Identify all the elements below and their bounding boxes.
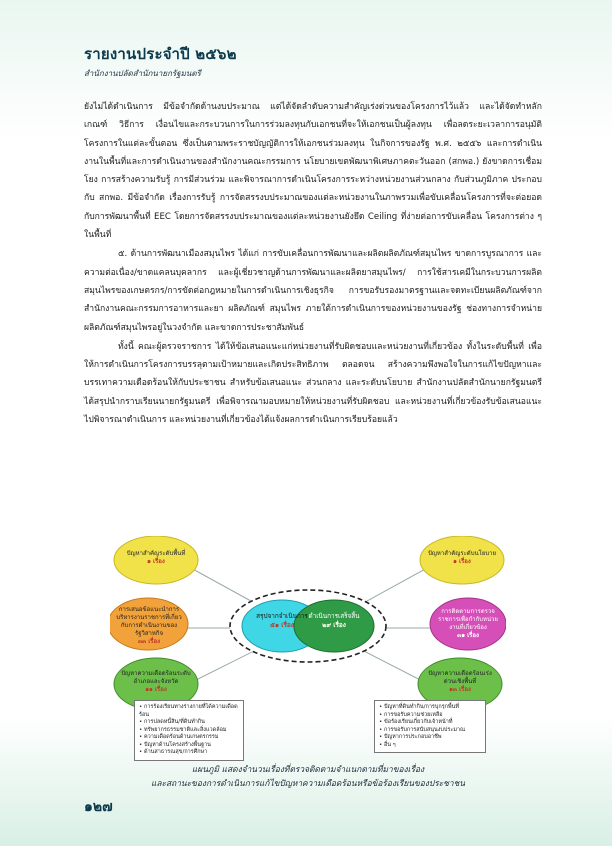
legend-item: • การขอรับการสนับสนุนงบประมาณ [379, 727, 481, 735]
box-label: ปัญหาความเดือดร้อนระดับอำเภอและจังหวัด [121, 670, 191, 685]
box-local-issues [118, 548, 194, 568]
legend-item: • การขอรับความช่วยเหลือ [379, 712, 481, 720]
box-urgent-issues [422, 668, 498, 696]
center-completed [296, 612, 372, 630]
legend-left [134, 700, 244, 761]
legend-item: • ปัญหาที่ดินทำกิน/การบุกรุกพื้นที่ [379, 704, 481, 712]
legend-item: • ปัญหาด้านโครงสร้างพื้นฐาน [139, 742, 239, 750]
page-header [84, 42, 237, 80]
center-completed-label: ดำเนินการเสร็จสิ้น [308, 612, 360, 620]
box-label: ปัญหาสำคัญระดับพื้นที่ [126, 550, 186, 557]
box-count: ๑ เรื่อง [453, 558, 471, 565]
box-count: ๓๑ เรื่อง [457, 632, 479, 639]
caption-line: แผนภูมิ แสดงจำนวนเรื่องที่ตรวจติดตามจำแนกตามที่มาของเรื่อง [191, 764, 425, 774]
box-district-issues [118, 668, 194, 696]
legend-right [374, 700, 486, 753]
center-summary-label: สรุปจากจำเนินการ [256, 612, 308, 620]
legend-item: • การปลดหนี้สิน/ที่ดินทำกิน [139, 719, 239, 727]
box-label: ปัญหาความเดือดร้อนเร่งด่วนเชิงพื้นที่ [428, 670, 492, 685]
box-policy-issues [424, 548, 500, 568]
box-label: การติดตามการตรวจราชการเพื่อกำกับหน่วยงานที่เกี่ยวข้อง [438, 608, 498, 631]
box-count: ๑๑ เรื่อง [145, 686, 167, 693]
complaint-status-diagram [110, 536, 506, 755]
report-title: รายงานประจำปี ๒๕๖๒ [84, 45, 237, 63]
legend-item: • ทรัพยากรธรรมชาติและสิ่งแวดล้อม [139, 727, 239, 735]
center-completed-count: ๒๙ เรื่อง [322, 621, 346, 629]
box-label: การเสนอข้อแนะนำการบริหารงานราชการที่เกี่ยวกับการดำเนินงานของรัฐวิสาหกิจ [116, 606, 182, 637]
legend-item: • ด้านสาธารณสุข/การศึกษา [139, 749, 239, 757]
box-count: ๑ เรื่อง [147, 558, 165, 565]
legend-item: • ข้อร้องเรียนเกี่ยวกับเจ้าหน้าที่ [379, 719, 481, 727]
legend-item: • ความเดือดร้อนด้านเกษตรกรรม [139, 734, 239, 742]
body-text [84, 98, 542, 429]
box-count: ๑๓ เรื่อง [449, 686, 471, 693]
page-number: ๑๒๗ [84, 799, 113, 815]
legend-item: • อื่น ๆ [379, 742, 481, 750]
caption-line: และสถานะของการดำเนินการแก้ไขปัญหาความเดือดร้อนหรือข้อร้องเรียนของประชาชน [151, 778, 465, 788]
box-label: ปัญหาสำคัญระดับนโยบาย [427, 550, 497, 557]
diagram-caption [84, 762, 532, 790]
legend-item: • การร้องเรียนทางร่างกายที่ได้ความเดือดร้อน [139, 704, 239, 719]
paragraph: ๕. ด้านการพัฒนาเมืองสมุนไพร ได้แก่ การขับเคลื่อนการพัฒนาและผลิตผลิตภัณฑ์สมุนไพร ขาดการบูรณาการ และความต่อเนื่อง/ขาดแคลนบุคลากร และผู้เชี่ยวชาญด้านการพัฒนาและผลิตยาสมุนไพร/ การใช้สารเคมีในกระบวนการผลิตสมุนไพรของเกษตรกร/การขัดต่อกฎหมายในการดำเนินการเชิงธุรกิจ การขอรับรองมาตรฐานและจดทะเบียนผลิตภัณฑ์จากสำนักงานคณะกรรมการอาหารและยา ผลิตภัณฑ์ สมุนไพร ภายใต้การดำเนินการของหน่วยงานของรัฐ ช่องทางการจำหน่ายผลิตภัณฑ์สมุนไพรอยู่ในวงจำกัด และขาดการประชาสัมพันธ์ [84, 249, 542, 333]
legend-item: • ปัญหาการประกอบอาชีพ [379, 734, 481, 742]
paragraph: ยังไม่ได้ดำเนินการ มีข้อจำกัดด้านงบประมาณ แต่ได้จัดลำดับความสำคัญเร่งด่วนของโครงการไว้แล้ว และได้จัดทำหลักเกณฑ์ วิธีการ เงื่อนไขและกระบวนการในการร่วมลงทุนกับเอกชนที่จะให้เอกชนเป็นผู้ลงทุน เพื่อลดระยะเวลาการอนุมัติโครงการในแต่ละขั้นตอน ซึ่งเป็นตามพระราชบัญญัติการให้เอกชนร่วมลงทุน ในกิจการของรัฐ พ.ศ. ๒๕๕๖ และการดำเนินงานในพื้นที่และการดำเนินงานของสำนักงานคณะกรรมการ นโยบายเขตพัฒนาพิเศษภาคตะวันออก (สกพอ.) ยังขาดการเชื่อมโยง การสร้างความรับรู้ การมีส่วนร่วม และพิจารณาการดำเนินโครงการระหว่างหน่วยงานส่วนกลาง กับส่วนภูมิภาค ประกอบกับ สกพอ. มีข้อจำกัด เรื่องการรับรู้ การจัดสรรงบประมาณของแต่ละหน่วยงานในภาพรวมเพื่อขับเคลื่อนโครงการที่จะต่อยอด กับการพัฒนาพื้นที่ EEC โดยการจัดสรรงบประมาณของแต่ละหน่วยงานยังยึด Ceiling ที่ง่ายต่อการขับเคลื่อน โครงการต่าง ๆ ในพื้นที่ [84, 102, 542, 241]
box-followups [432, 606, 504, 642]
report-subtitle: สำนักงานปลัดสำนักนายกรัฐมนตรี [84, 69, 201, 78]
paragraph: ทั้งนี้ คณะผู้ตรวจราชการ ได้ให้ข้อเสนอแนะแก่หน่วยงานที่รับผิดชอบและหน่วยงานที่เกี่ยวข้อง ทั้งในระดับพื้นที่ เพื่อให้การดำเนินการโครงการบรรลุตามเป้าหมายและเกิดประสิทธิภาพ ตลอดจน สร้างความพึงพอใจในการแก้ไขปัญหาและบรรเทาความเดือดร้อนให้กับประชาชน สำหรับข้อเสนอแนะ ส่วนกลาง และระดับนโยบาย สำนักงานปลัดสำนักนายกรัฐมนตรี ได้สรุปนำกราบเรียนนายกรัฐมนตรี เพื่อพิจารณามอบหมายให้หน่วยงานที่รับผิดชอบ และหน่วยงานที่เกี่ยวข้องรับข้อเสนอแนะไปพิจารณาดำเนินการ และหน่วยงานที่เกี่ยวข้องได้แจ้งผลการดำเนินการเรียบร้อยแล้ว [84, 341, 542, 426]
box-count: ๓๓ เรื่อง [137, 638, 161, 645]
box-recommendations [112, 604, 186, 648]
center-summary-count: ๕๑ เรื่อง [270, 621, 294, 629]
